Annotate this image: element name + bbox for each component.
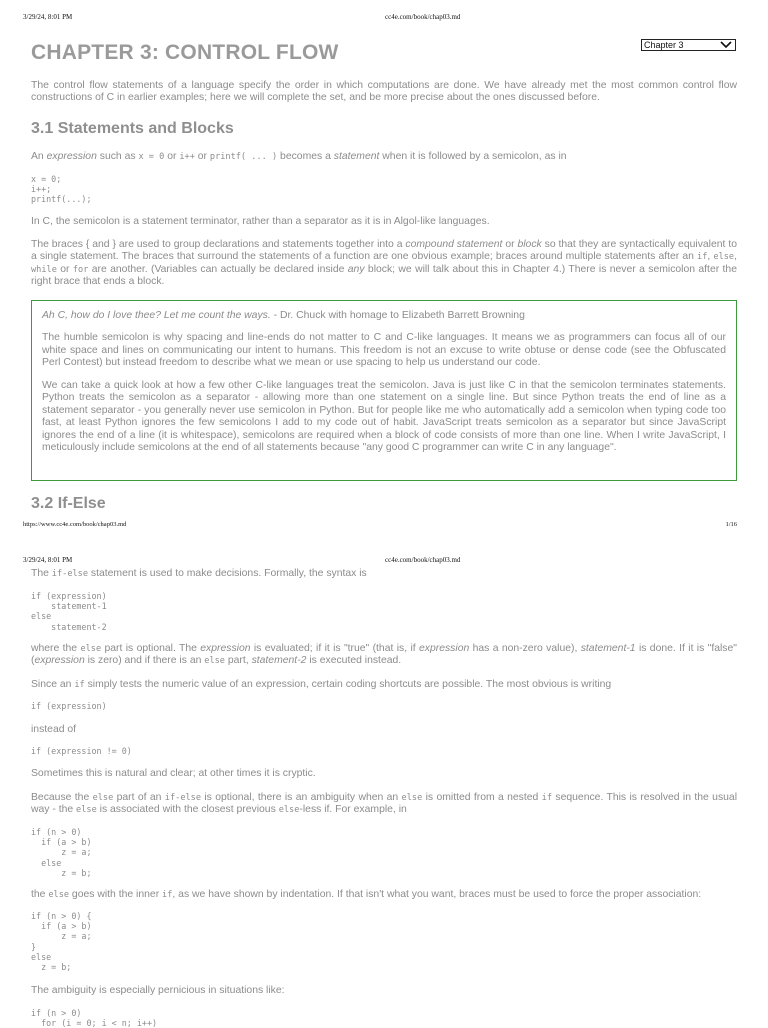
aside-paragraph-2: We can take a quick look at how a few other C-like languages treat the semicolon. Java is just like C in that the semicolon terminates statements. Python treats the semicolon as a separator - allowing more than one statement on a single line. But since Python treats the end of line as a statement separator - you generally never use semicolon in Python. But for people like me who automatically add a semicolon when typing code too fast, at least Python ignores the few semicolons I add to my code out of habit. JavaScript treats semicolon as a separator but since JavaScript ignores the end of a line (it is whitespace), semicolons are required when a block of code consists of more than one line. When I write JavaScript, I meticulously include semicolons at the end of all statements because "any good C programmer can write C in any language".: [42, 379, 726, 454]
aside-paragraph-1: The humble semicolon is why spacing and line-ends do not matter to C and C-like languages. It means we as programmers can focus all of our white space and lines on communicating our intent to humans. This freedom is not an excuse to write obtuse or dense code (see the Obfuscated Perl Contest) but instead freedom to describe what we mean or use spacing to help us understand our code.: [42, 332, 726, 369]
chapter-select-value: Chapter 3: [644, 40, 684, 50]
code-block: if (expression) statement-1 else statement-2: [31, 591, 107, 632]
print-site: cc4e.com/book/chap03.md: [385, 13, 461, 21]
s32-paragraph-4: instead of: [31, 724, 77, 735]
intro-paragraph: The control flow statements of a language specify the order in which computations are done. We have already met the most common control flow constructions of C in earlier examples; here we will complete the set, and be more precise about the ones discussed before.: [31, 80, 737, 104]
aside-quote: Ah C, how do I love thee? Let me count the ways. - Dr. Chuck with homage to Elizabeth Barrett Browning: [42, 310, 525, 321]
aside-box: [31, 300, 737, 481]
print-page-number: 1/16: [725, 521, 737, 528]
s32-paragraph-3: Since an if simply tests the numeric value of an expression, certain coding shortcuts are possible. The most obvious is writing: [31, 679, 612, 690]
s31-paragraph-1: An expression such as x = 0 or i++ or printf( ... ) becomes a statement when it is followed by a semicolon, as in: [31, 151, 567, 162]
code-block: x = 0; i++; printf(...);: [31, 174, 92, 205]
s32-paragraph-1: The if-else statement is used to make decisions. Formally, the syntax is: [31, 568, 367, 579]
s32-paragraph-6: Because the else part of an if-else is optional, there is an ambiguity when an else is omitted from a nested if sequence. This is resolved in the usual way - the else is associated with the closest previous else-less if. For example, in: [31, 792, 738, 816]
page-title: CHAPTER 3: CONTROL FLOW: [31, 41, 339, 64]
code-block: if (expression): [31, 701, 107, 711]
section-heading-3-2: 3.2 If-Else: [31, 495, 106, 512]
section-heading-3-1: 3.1 Statements and Blocks: [31, 120, 234, 137]
s32-paragraph-5: Sometimes this is natural and clear; at other times it is cryptic.: [31, 768, 316, 779]
print-url: https://www.cc4e.com/book/chap03.md: [23, 521, 127, 528]
code-block: if (n > 0) for (i = 0; i < n; i++): [31, 1008, 158, 1028]
s32-paragraph-8: The ambiguity is especially pernicious in situations like:: [31, 985, 285, 996]
s32-paragraph-2: where the else part is optional. The expression is evaluated; if it is "true" (that is, if expression has a non-zero value), statement-1 is done. If it is "false" (expression is zero) and if there is an else part, statement-2 is executed instead.: [31, 643, 737, 667]
code-block: if (n > 0) { if (a > b) z = a; } else z = b;: [31, 911, 92, 973]
print-site: cc4e.com/book/chap03.md: [385, 556, 461, 564]
s32-paragraph-7: the else goes with the inner if, as we have shown by indentation. If that isn't what you want, braces must be used to force the proper association:: [31, 889, 702, 900]
code-block: if (expression != 0): [31, 746, 132, 756]
print-datetime: 3/29/24, 8:01 PM: [23, 556, 73, 564]
print-datetime: 3/29/24, 8:01 PM: [23, 13, 73, 21]
code-block: if (n > 0) if (a > b) z = a; else z = b;: [31, 827, 92, 878]
s31-paragraph-2: In C, the semicolon is a statement terminator, rather than a separator as it is in Algol-like languages.: [31, 216, 490, 227]
s31-paragraph-3: The braces { and } are used to group declarations and statements together into a compound statement or block so that they are syntactically equivalent to a single statement. The braces that surround the statements of a function are one obvious example; braces around multiple statements after an if, else, while or for are another. (Variables can actually be declared inside any block; we will talk about this in Chapter 4.) There is never a semicolon after the right brace that ends a block.: [31, 239, 737, 288]
